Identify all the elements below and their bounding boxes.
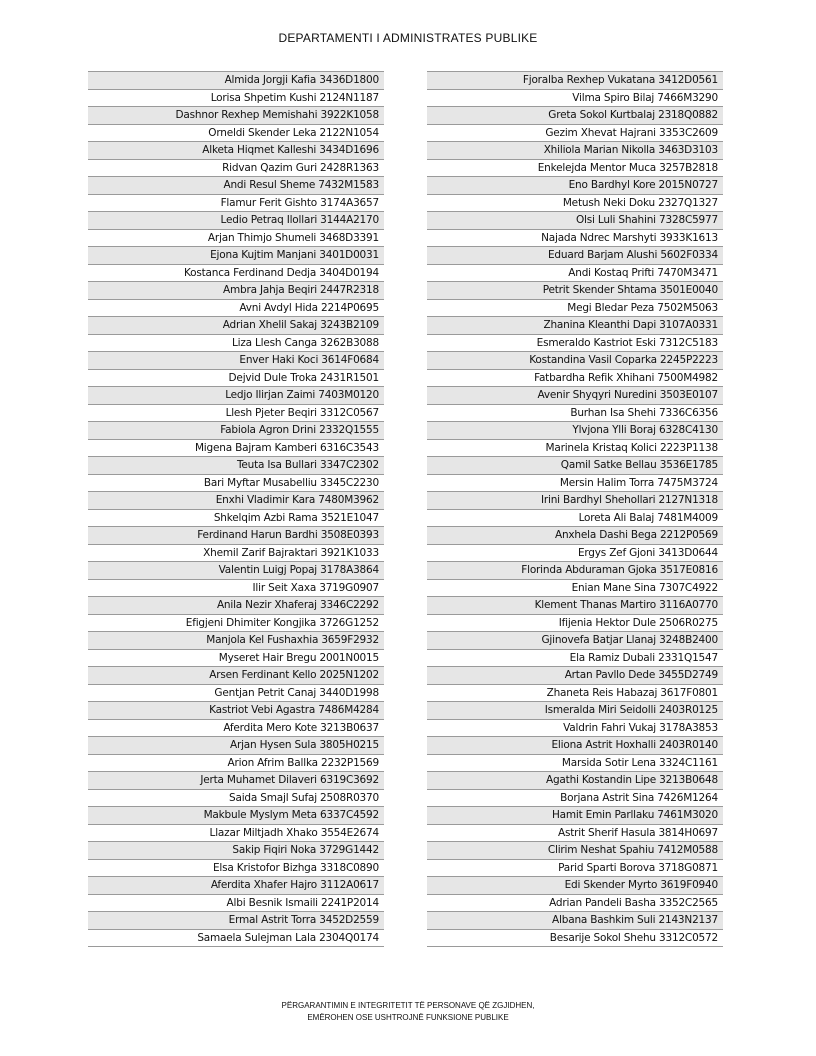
list-item: Jerta Muhamet Dilaveri 6319C3692: [88, 772, 384, 790]
list-item: Petrit Skender Shtama 3501E0040: [427, 282, 723, 300]
list-item: Dejvid Dule Troka 2431R1501: [88, 370, 384, 388]
footer: [0, 1000, 816, 1024]
list-item: Ledio Petraq Ilollari 3144A2170: [88, 212, 384, 230]
list-item: Albana Bashkim Suli 2143N2137: [427, 912, 723, 930]
list-item: Andi Kostaq Prifti 7470M3471: [427, 265, 723, 283]
list-item: Kostandina Vasil Coparka 2245P2223: [427, 352, 723, 370]
list-item: Elsa Kristofor Bizhga 3318C0890: [88, 860, 384, 878]
list-item: Megi Bledar Peza 7502M5063: [427, 300, 723, 318]
list-item: Ferdinand Harun Bardhi 3508E0393: [88, 527, 384, 545]
list-item: Aferdita Xhafer Hajro 3112A0617: [88, 877, 384, 895]
right-name-list: [427, 71, 723, 947]
list-item: Enver Haki Koci 3614F0684: [88, 352, 384, 370]
list-item: Florinda Abduraman Gjoka 3517E0816: [427, 562, 723, 580]
list-item: Zhaneta Reis Habazaj 3617F0801: [427, 685, 723, 703]
list-item: Llazar Miltjadh Xhako 3554E2674: [88, 825, 384, 843]
list-item: Qamil Satke Bellau 3536E1785: [427, 457, 723, 475]
list-item: Llesh Pjeter Beqiri 3312C0567: [88, 405, 384, 423]
list-item: Xhiliola Marian Nikolla 3463D3103: [427, 142, 723, 160]
list-item: Anxhela Dashi Bega 2212P0569: [427, 527, 723, 545]
list-item: Flamur Ferit Gishto 3174A3657: [88, 195, 384, 213]
list-item: Ledjo Ilirjan Zaimi 7403M0120: [88, 387, 384, 405]
list-item: Besarije Sokol Shehu 3312C0572: [427, 930, 723, 948]
list-item: Bari Myftar Musabelliu 3345C2230: [88, 475, 384, 493]
list-item: Borjana Astrit Sina 7426M1264: [427, 790, 723, 808]
list-item: Efigjeni Dhimiter Kongjika 3726G1252: [88, 615, 384, 633]
list-item: Klement Thanas Martiro 3116A0770: [427, 597, 723, 615]
list-item: Arion Afrim Ballka 2232P1569: [88, 755, 384, 773]
list-item: Teuta Isa Bullari 3347C2302: [88, 457, 384, 475]
list-item: Samaela Sulejman Lala 2304Q0174: [88, 930, 384, 948]
list-item: Lorisa Shpetim Kushi 2124N1187: [88, 90, 384, 108]
list-item: Avni Avdyl Hida 2214P0695: [88, 300, 384, 318]
list-item: Burhan Isa Shehi 7336C6356: [427, 405, 723, 423]
list-item: Almida Jorgji Kafia 3436D1800: [88, 72, 384, 90]
list-item: Aferdita Mero Kote 3213B0637: [88, 720, 384, 738]
list-item: Hamit Emin Parllaku 7461M3020: [427, 807, 723, 825]
list-item: Parid Sparti Borova 3718G0871: [427, 860, 723, 878]
list-item: Enian Mane Sina 7307C4922: [427, 580, 723, 598]
list-item: Andi Resul Sheme 7432M1583: [88, 177, 384, 195]
list-item: Saida Smajl Sufaj 2508R0370: [88, 790, 384, 808]
list-item: Marsida Sotir Lena 3324C1161: [427, 755, 723, 773]
list-item: Myseret Hair Bregu 2001N0015: [88, 650, 384, 668]
list-item: Astrit Sherif Hasula 3814H0697: [427, 825, 723, 843]
list-item: Xhemil Zarif Bajraktari 3921K1033: [88, 545, 384, 563]
list-item: Clirim Neshat Spahiu 7412M0588: [427, 842, 723, 860]
list-item: Najada Ndrec Marshyti 3933K1613: [427, 230, 723, 248]
list-item: Avenir Shyqyri Nuredini 3503E0107: [427, 387, 723, 405]
list-item: Valdrin Fahri Vukaj 3178A3853: [427, 720, 723, 738]
list-item: Vilma Spiro Bilaj 7466M3290: [427, 90, 723, 108]
list-item: Edi Skender Myrto 3619F0940: [427, 877, 723, 895]
list-item: Agathi Kostandin Lipe 3213B0648: [427, 772, 723, 790]
list-item: Eno Bardhyl Kore 2015N0727: [427, 177, 723, 195]
list-item: Ridvan Qazim Guri 2428R1363: [88, 160, 384, 178]
list-item: Kastriot Vebi Agastra 7486M4284: [88, 702, 384, 720]
list-item: Enkelejda Mentor Muca 3257B2818: [427, 160, 723, 178]
list-item: Alketa Hiqmet Kalleshi 3434D1696: [88, 142, 384, 160]
list-item: Anila Nezir Xhaferaj 3346C2292: [88, 597, 384, 615]
list-item: Ambra Jahja Beqiri 2447R2318: [88, 282, 384, 300]
list-item: Enxhi Vladimir Kara 7480M3962: [88, 492, 384, 510]
list-item: Ela Ramiz Dubali 2331Q1547: [427, 650, 723, 668]
list-item: Ergys Zef Gjoni 3413D0644: [427, 545, 723, 563]
list-item: Artan Pavllo Dede 3455D2749: [427, 667, 723, 685]
list-item: Fatbardha Refik Xhihani 7500M4982: [427, 370, 723, 388]
list-item: Albi Besnik Ismaili 2241P2014: [88, 895, 384, 913]
left-name-list: [88, 71, 384, 947]
footer-line-2: EMËROHEN OSE USHTROJNË FUNKSIONE PUBLIKE: [307, 1013, 509, 1022]
list-item: Arjan Thimjo Shumeli 3468D3391: [88, 230, 384, 248]
list-item: Greta Sokol Kurtbalaj 2318Q0882: [427, 107, 723, 125]
list-item: Valentin Luigj Popaj 3178A3864: [88, 562, 384, 580]
list-item: Liza Llesh Canga 3262B3088: [88, 335, 384, 353]
list-item: Ermal Astrit Torra 3452D2559: [88, 912, 384, 930]
list-item: Ifijenia Hektor Dule 2506R0275: [427, 615, 723, 633]
list-item: Orneldi Skender Leka 2122N1054: [88, 125, 384, 143]
list-item: Zhanina Kleanthi Dapi 3107A0331: [427, 317, 723, 335]
footer-line-1: PËRGARANTIMIN E INTEGRITETIT TË PERSONAVE QË ZGJIDHEN,: [281, 1001, 535, 1010]
list-item: Shkelqim Azbi Rama 3521E1047: [88, 510, 384, 528]
list-item: Ilir Seit Xaxa 3719G0907: [88, 580, 384, 598]
list-item: Gjinovefa Batjar Llanaj 3248B2400: [427, 632, 723, 650]
list-item: Irini Bardhyl Shehollari 2127N1318: [427, 492, 723, 510]
list-item: Adrian Pandeli Basha 3352C2565: [427, 895, 723, 913]
list-item: Sakip Fiqiri Noka 3729G1442: [88, 842, 384, 860]
list-item: Eliona Astrit Hoxhalli 2403R0140: [427, 737, 723, 755]
list-item: Manjola Kel Fushaxhia 3659F2932: [88, 632, 384, 650]
list-item: Makbule Myslym Meta 6337C4592: [88, 807, 384, 825]
list-item: Migena Bajram Kamberi 6316C3543: [88, 440, 384, 458]
list-item: Ejona Kujtim Manjani 3401D0031: [88, 247, 384, 265]
list-item: Kostanca Ferdinand Dedja 3404D0194: [88, 265, 384, 283]
list-item: Mersin Halim Torra 7475M3724: [427, 475, 723, 493]
list-item: Fjoralba Rexhep Vukatana 3412D0561: [427, 72, 723, 90]
list-item: Esmeraldo Kastriot Eski 7312C5183: [427, 335, 723, 353]
list-item: Loreta Ali Balaj 7481M4009: [427, 510, 723, 528]
list-item: Arsen Ferdinant Kello 2025N1202: [88, 667, 384, 685]
list-item: Metush Neki Doku 2327Q1327: [427, 195, 723, 213]
list-item: Arjan Hysen Sula 3805H0215: [88, 737, 384, 755]
list-item: Olsi Luli Shahini 7328C5977: [427, 212, 723, 230]
list-item: Dashnor Rexhep Memishahi 3922K1058: [88, 107, 384, 125]
page-title: DEPARTAMENTI I ADMINISTRATES PUBLIKE: [278, 31, 538, 45]
list-item: Gezim Xhevat Hajrani 3353C2609: [427, 125, 723, 143]
list-item: Fabiola Agron Drini 2332Q1555: [88, 422, 384, 440]
list-item: Ylvjona Ylli Boraj 6328C4130: [427, 422, 723, 440]
list-item: Ismeralda Miri Seidolli 2403R0125: [427, 702, 723, 720]
list-item: Gentjan Petrit Canaj 3440D1998: [88, 685, 384, 703]
list-item: Eduard Barjam Alushi 5602F0334: [427, 247, 723, 265]
list-item: Marinela Kristaq Kolici 2223P1138: [427, 440, 723, 458]
list-item: Adrian Xhelil Sakaj 3243B2109: [88, 317, 384, 335]
